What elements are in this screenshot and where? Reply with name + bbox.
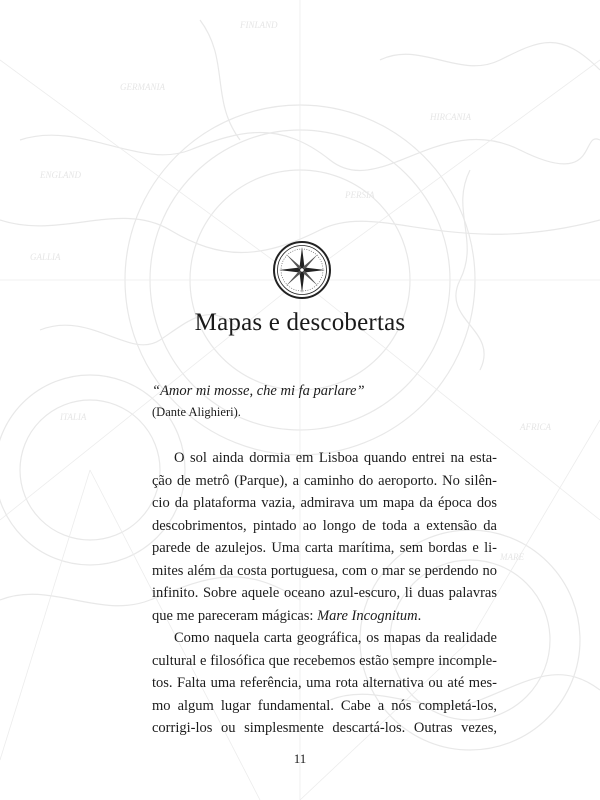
text-line: cultural e filosófica que recebemos estão sempre incomple- bbox=[152, 652, 497, 669]
text-line: cio da plataforma vazia, admirava um mapa da época dos bbox=[152, 495, 497, 511]
text-run: . bbox=[417, 607, 422, 624]
map-label: FINLAND bbox=[240, 20, 278, 30]
chapter-title: Mapas e descobertas bbox=[194, 309, 406, 336]
text-line: descobrimentos, pintado ao longo de toda a extensão da bbox=[152, 517, 497, 534]
map-label: AFRICA bbox=[520, 422, 551, 432]
map-label: GALLIA bbox=[30, 252, 61, 262]
map-label: ITALIA bbox=[60, 412, 87, 422]
epigraph-author: (Dante Alighieri). bbox=[152, 405, 241, 419]
text-line: tos. Falta uma referência, uma rota alternativa ou até mes- bbox=[152, 675, 497, 691]
compass-rose-icon bbox=[272, 240, 332, 300]
text-line: mo algum lugar fundamental. Cabe a nós completá-los, bbox=[152, 697, 497, 714]
text-line: corrigi-los ou simplesmente descartá-los. Outras vezes, bbox=[152, 720, 497, 736]
map-label: GERMANIA bbox=[120, 82, 165, 92]
text-line bbox=[152, 605, 497, 628]
epigraph-quote: “Amor mi mosse, che mi fa parlare” bbox=[152, 383, 365, 399]
map-label: HIRCANIA bbox=[430, 112, 471, 122]
text-line: Como naquela carta geográfica, os mapas da realidade bbox=[174, 630, 497, 646]
text-line: ção de metrô (Parque), a caminho do aeroporto. No silên- bbox=[152, 472, 497, 489]
text-run: que me pareceram mágicas: bbox=[152, 607, 318, 624]
text-line: infinito. Sobre aquele oceano azul-escuro, li duas palavras bbox=[152, 585, 497, 601]
text-line: mites além da costa portuguesa, com o mar se perdendo no bbox=[152, 562, 497, 579]
text-line: parede de azulejos. Uma carta marítima, sem bordas e li- bbox=[152, 540, 497, 556]
text-line: O sol ainda dormia em Lisboa quando entrei na esta- bbox=[174, 450, 497, 466]
map-label: MARE bbox=[500, 552, 524, 562]
map-label: ENGLAND bbox=[40, 170, 82, 180]
chapter-body bbox=[152, 447, 497, 740]
map-label: PERSIA bbox=[345, 190, 375, 200]
italic-phrase: Mare Incognitum bbox=[317, 607, 418, 624]
page-number: 11 bbox=[293, 751, 307, 766]
